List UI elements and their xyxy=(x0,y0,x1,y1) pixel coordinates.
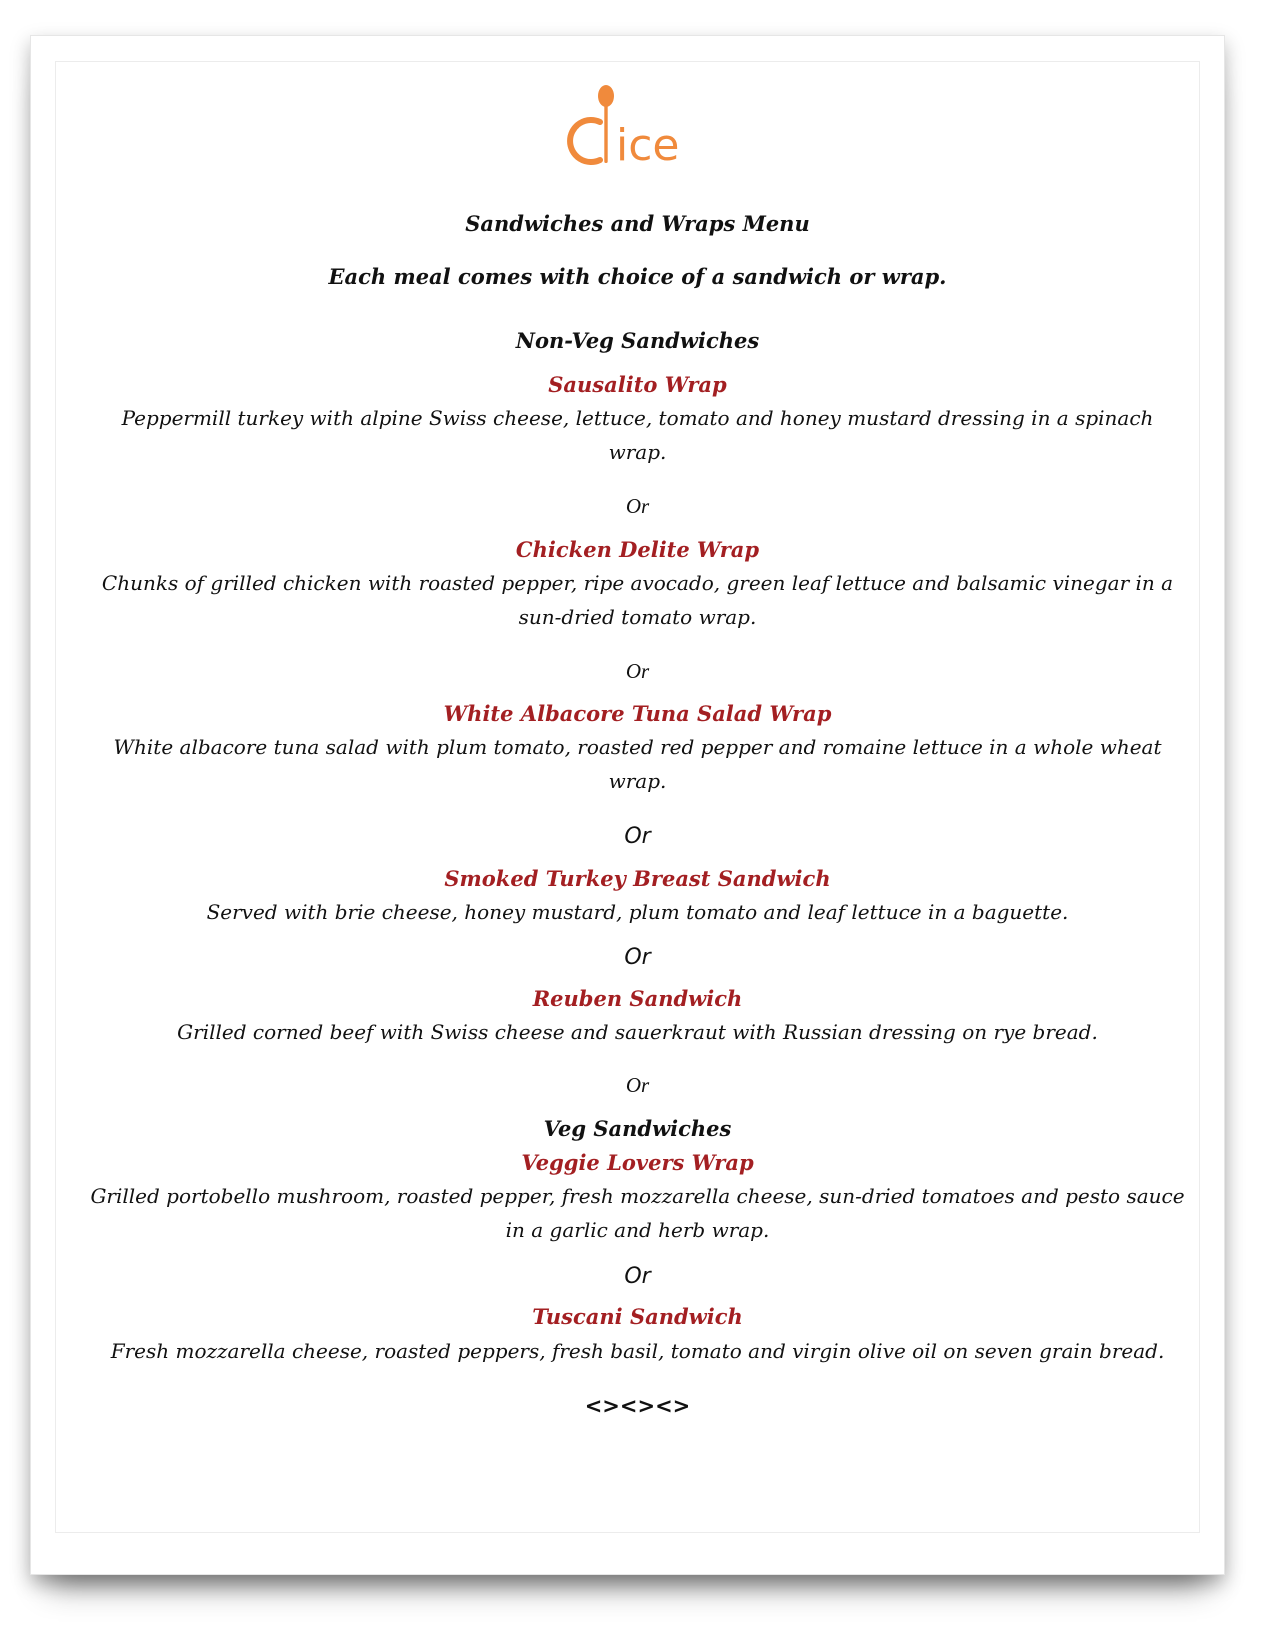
item-description: White albacore tuna salad with plum tomato, roasted red pepper and romaine lettuce in a whole wheat xyxy=(113,735,1162,759)
item-title: Veggie Lovers Wrap xyxy=(521,1150,754,1175)
item-description: Served with brie cheese, honey mustard, plum tomato and leaf lettuce in a baguette. xyxy=(206,900,1069,924)
item-title: Smoked Turkey Breast Sandwich xyxy=(444,866,831,891)
end-mark: <><><> xyxy=(584,1394,691,1418)
dice-logo xyxy=(560,80,720,180)
or-separator: Or xyxy=(624,1264,651,1289)
spoon-icon xyxy=(598,85,614,107)
menu-title: Sandwiches and Wraps Menu xyxy=(465,211,810,236)
item-title: Tuscani Sandwich xyxy=(532,1304,743,1329)
item-title: White Albacore Tuna Salad Wrap xyxy=(443,701,832,726)
item-description: wrap. xyxy=(608,440,667,464)
item-description: sun-dried tomato wrap. xyxy=(518,605,757,629)
item-title: Reuben Sandwich xyxy=(532,986,743,1011)
section-heading-non-veg: Non-Veg Sandwiches xyxy=(515,328,760,353)
item-description: in a garlic and herb wrap. xyxy=(505,1218,770,1242)
logo-text: ice xyxy=(616,120,680,171)
item-title: Chicken Delite Wrap xyxy=(515,537,760,562)
item-description: Grilled corned beef with Swiss cheese and sauerkraut with Russian dressing on rye bread. xyxy=(177,1020,1098,1044)
or-separator: Or xyxy=(625,659,650,683)
item-description: Fresh mozzarella cheese, roasted peppers, fresh basil, tomato and virgin olive oil on seven grain bread. xyxy=(110,1339,1165,1363)
or-separator: Or xyxy=(624,824,651,849)
item-title: Sausalito Wrap xyxy=(548,372,727,397)
or-separator: Or xyxy=(625,1073,650,1097)
or-separator: Or xyxy=(625,494,650,518)
item-description: Peppermill turkey with alpine Swiss cheese, lettuce, tomato and honey mustard dressing in a spinach xyxy=(121,406,1154,430)
item-description: Grilled portobello mushroom, roasted pepper, fresh mozzarella cheese, sun-dried tomatoes and pesto sauce xyxy=(90,1184,1185,1208)
section-heading-veg: Veg Sandwiches xyxy=(543,1116,732,1141)
item-description: Chunks of grilled chicken with roasted pepper, ripe avocado, green leaf lettuce and balsamic vinegar in a xyxy=(101,571,1174,595)
or-separator: Or xyxy=(624,945,651,970)
menu-subtitle: Each meal comes with choice of a sandwich or wrap. xyxy=(328,264,947,289)
item-description: wrap. xyxy=(608,769,667,793)
